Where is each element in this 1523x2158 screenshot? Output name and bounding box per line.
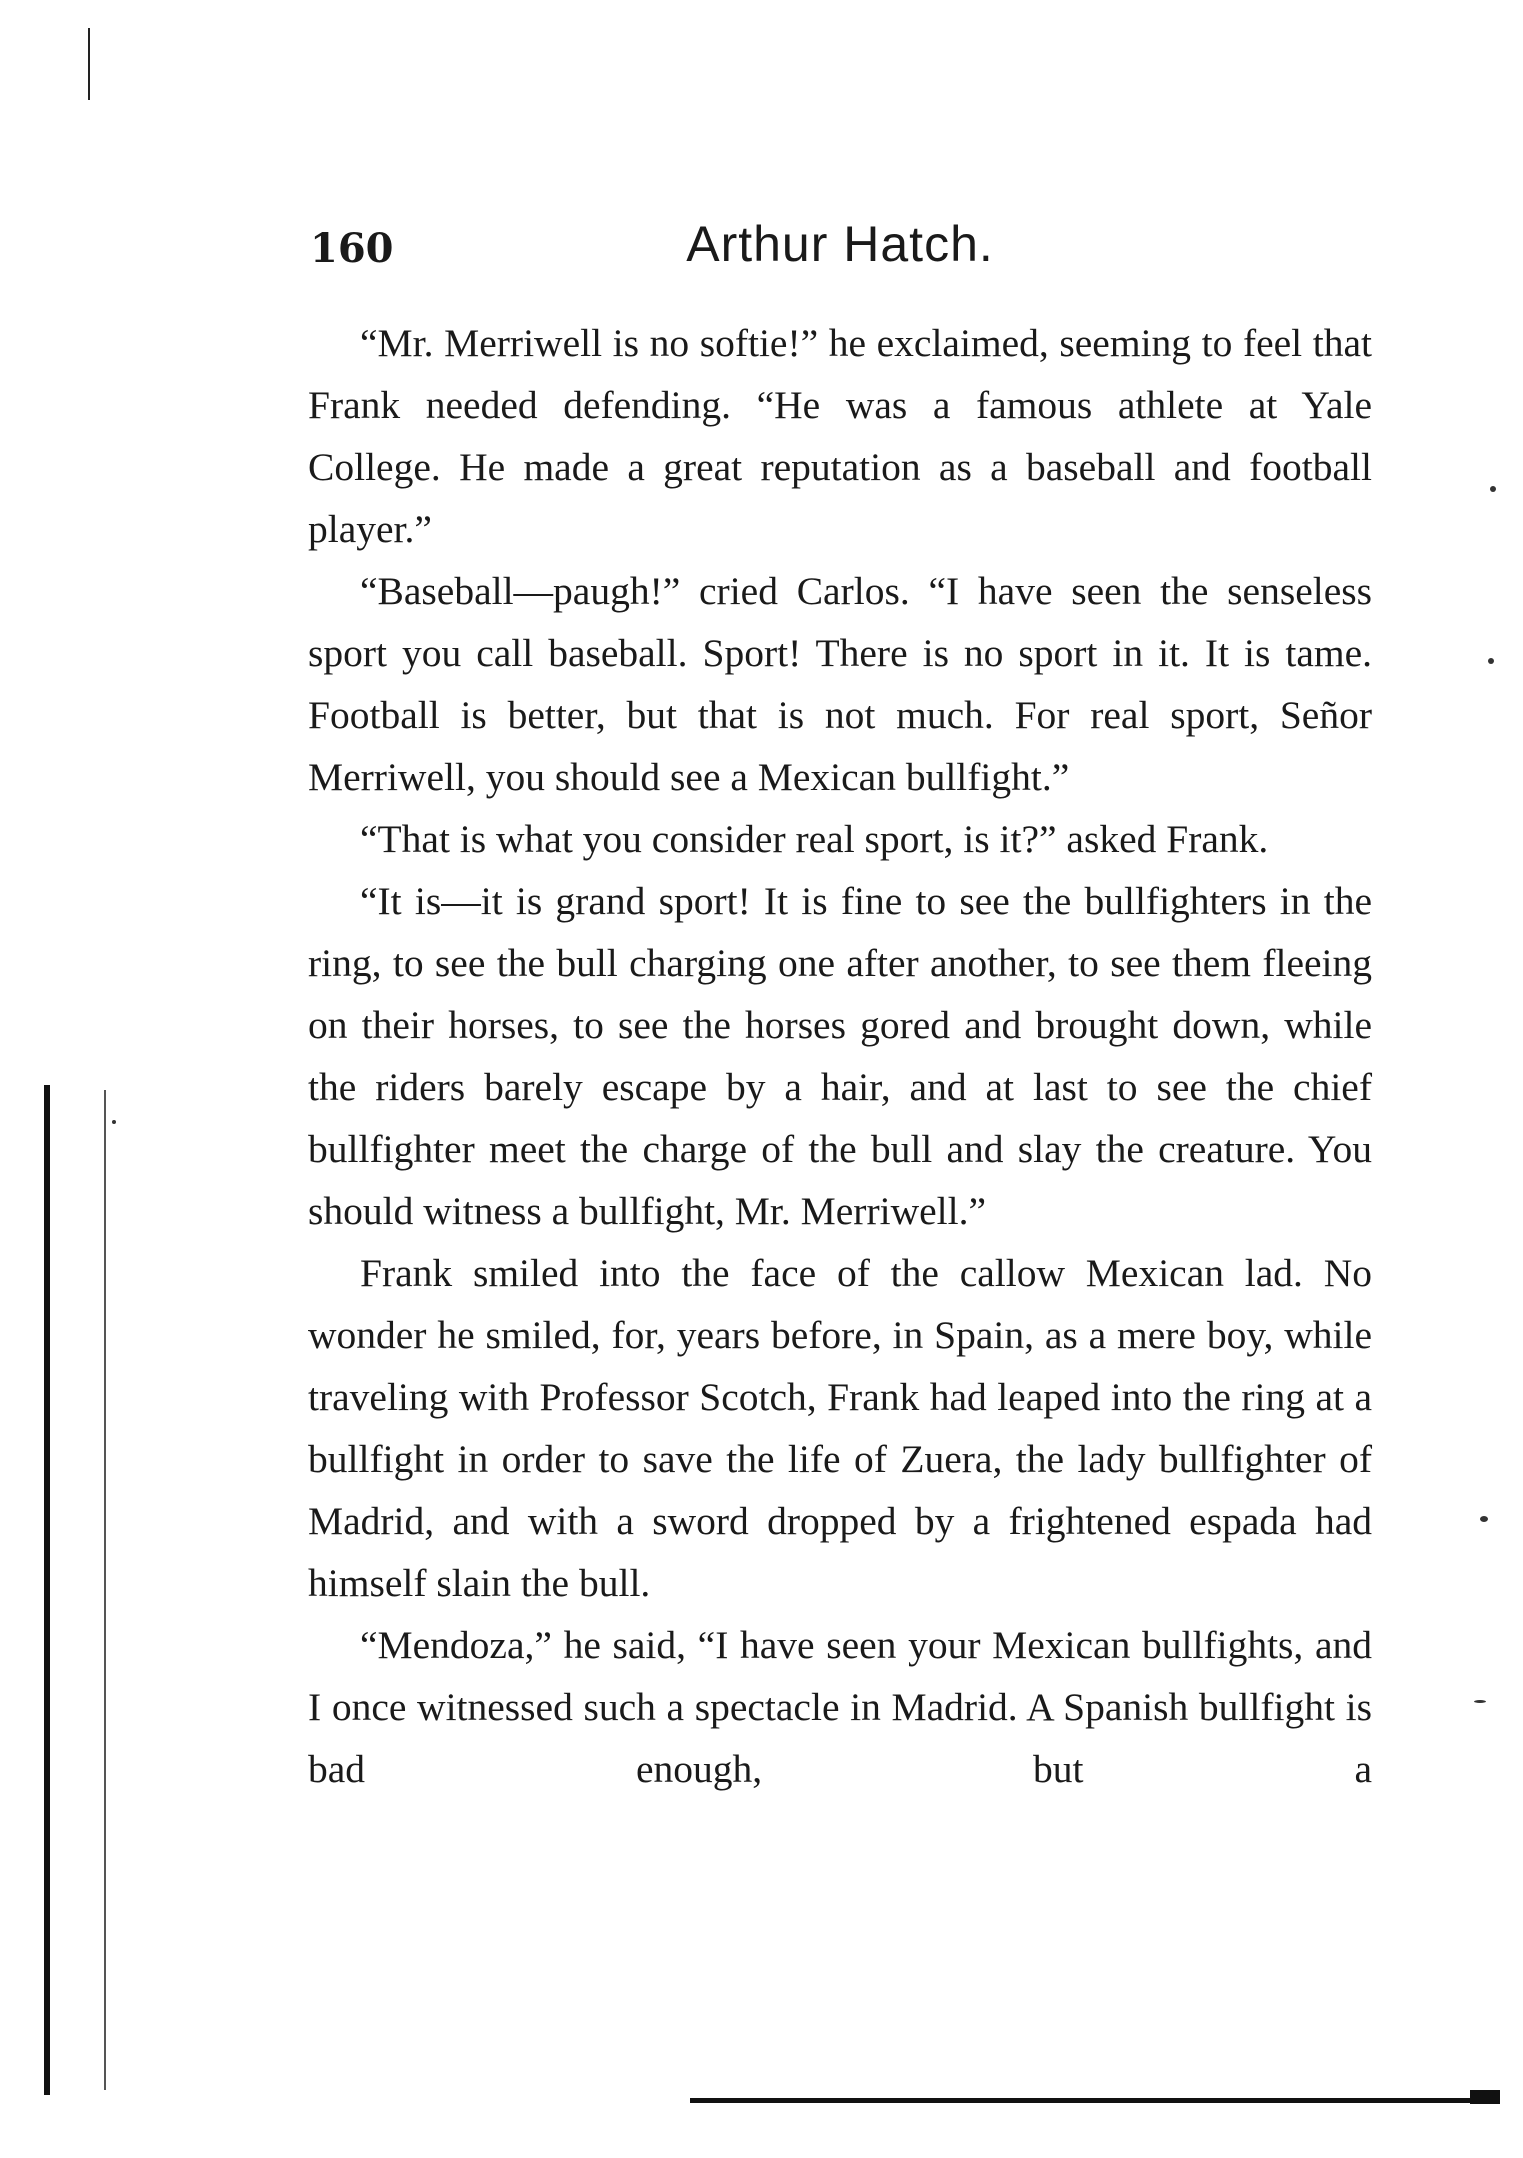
- scan-edge-line-left: [44, 1085, 50, 2095]
- page-number: 160: [310, 225, 394, 272]
- scan-edge-line-top-left: [88, 28, 90, 100]
- paragraph: “That is what you consider real sport, is it?” asked Frank.: [360, 817, 1269, 861]
- paragraph: “Baseball—paugh!” cried Carlos. “I have seen the senseless sport you call baseball. Sport! There is no sport in it. It is tame. Football is better, but that is not much. For real sport, Señor Merriwell, you should see a Mexican bullfight.”: [308, 569, 1372, 799]
- scan-speck: [1490, 486, 1496, 492]
- scan-edge-line-bottom: [690, 2098, 1500, 2103]
- scan-speck: [1474, 1700, 1486, 1703]
- paragraph: “Mr. Merriwell is no softie!” he exclaimed, seeming to feel that Frank needed defending. “He was a famous athlete at Yale College. He made a great reputation as a baseball and football player.”: [308, 321, 1372, 551]
- paragraph: “Mendoza,” he said, “I have seen your Mexican bullfights, and I once witnessed such a spectacle in Madrid. A Spanish bullfight is bad enough, but a: [308, 1623, 1372, 1791]
- running-title: Arthur Hatch.: [686, 216, 994, 272]
- body-text: [308, 312, 1372, 1800]
- scan-speck: [1480, 1516, 1488, 1522]
- paragraph: “It is—it is grand sport! It is fine to see the bullfighters in the ring, to see the bull charging one after another, to see them fleeing on their horses, to see the horses gored and brought down, while the riders barely escape by a hair, and at last to see the chief bullfighter meet the charge of the bull and slay the creature. You should witness a bullfight, Mr. Merriwell.”: [308, 879, 1372, 1233]
- scan-edge-line-bottom-end: [1470, 2090, 1500, 2104]
- scan-speck: [112, 1120, 116, 1124]
- scan-speck: [1488, 658, 1494, 664]
- scan-edge-line-left-thin: [104, 1090, 106, 2090]
- paragraph: Frank smiled into the face of the callow Mexican lad. No wonder he smiled, for, years before, in Spain, as a mere boy, while traveling with Professor Scotch, Frank had leaped into the ring at a bullfight in order to save the life of Zuera, the lady bullfighter of Madrid, and with a sword dropped by a frightened espada had himself slain the bull.: [308, 1251, 1372, 1605]
- page-header: [310, 215, 1370, 285]
